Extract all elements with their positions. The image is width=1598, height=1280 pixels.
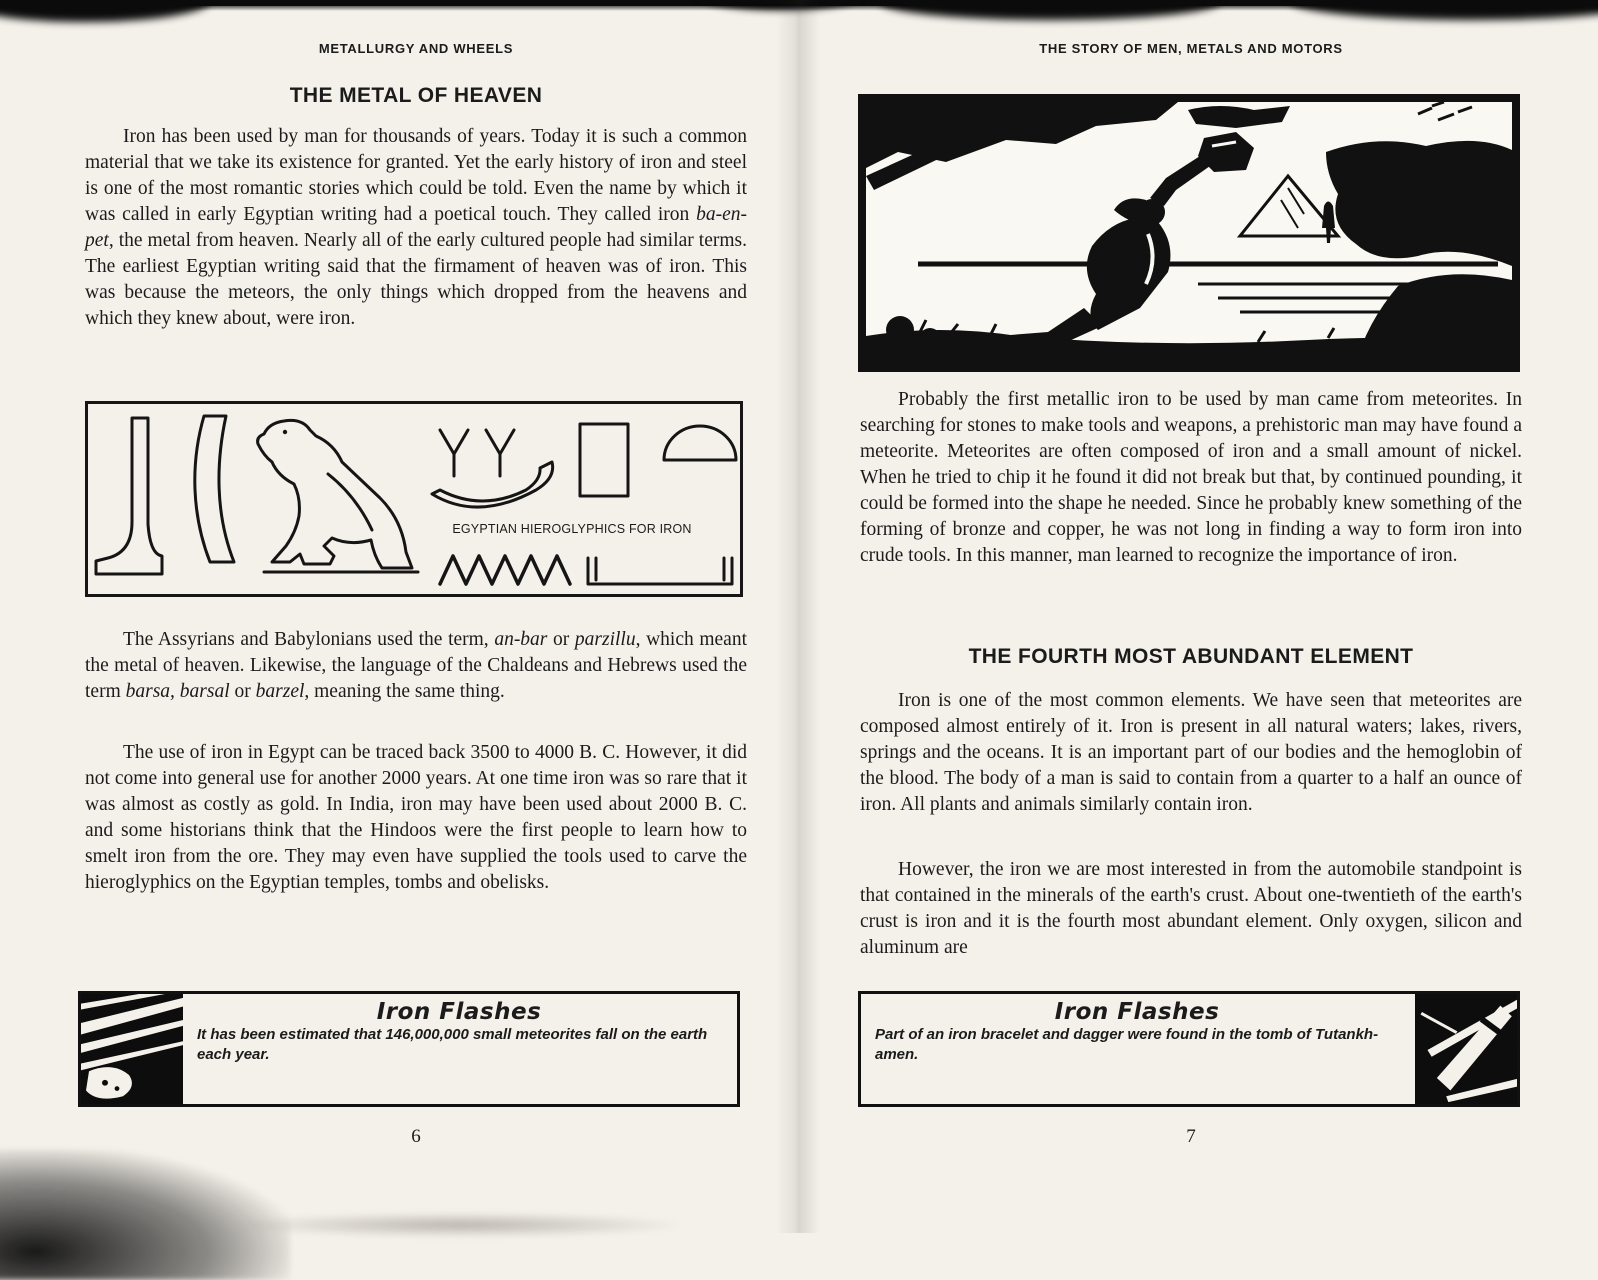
page-number: 7: [1186, 1126, 1196, 1147]
section-title: THE METAL OF HEAVEN: [289, 84, 543, 107]
prehistoric-man-illustration: [858, 94, 1520, 372]
iron-flashes-content: [861, 994, 1415, 1104]
section-title: THE FOURTH MOST ABUNDANT ELEMENT: [968, 645, 1414, 668]
scan-artifact-top-fade: [0, 6, 1598, 11]
paragraph: The Assyrians and Babylonians used the term, an-bar or parzillu, which meant the metal of heaven. Likewise, the language of the Chaldeans and Hebrews used the term barsa, barsal or barzel, meaning the same thing.: [85, 629, 747, 702]
scan-artifact-blob: [700, 0, 860, 10]
iron-flashes-box: [858, 991, 1520, 1107]
iron-flashes-box: [78, 991, 740, 1107]
iron-flashes-title: Iron Flashes: [376, 999, 542, 1025]
iron-flashes-title: Iron Flashes: [1054, 999, 1220, 1025]
paragraph: However, the iron we are most interested in from the automobile standpoint is that contained in the minerals of the earth's crust. About one-twentieth of the earth's crust is iron and it is the fourth most abundant element. Only oxygen, silicon and aluminum are: [860, 859, 1522, 958]
paragraph: Probably the first metallic iron to be used by man came from meteorites. In searching for stones to make tools and weapons, a prehistoric man may have found a meteorite. Meteorites are often composed of iron and a small amount of nickel. When he tried to chip it he found it did not break but that, by continued pounding, it could be formed into the shape he needed. Since he probably knew something of the forming of bronze and copper, he was not long in finding a way to form iron into crude tools. In this manner, man learned to recognize the importance of iron.: [860, 389, 1522, 566]
page-number: 6: [411, 1126, 421, 1147]
scan-artifact-blob: [1290, 0, 1598, 20]
iron-flashes-text-line: each year.: [197, 1046, 270, 1063]
paragraph: The use of iron in Egypt can be traced back 3500 to 4000 B. C. However, it did not come into general use for another 2000 years. At one time iron was so rare that it was almost as costly as gold. In India, iron may have been used about 2000 B. C. and some historians think that the Hindoos were the first people to learn how to smelt iron from the ore. They may even have supplied the tools used to carve the hieroglyphics on the Egyptian temples, tombs and obelisks.: [85, 742, 747, 893]
meteor-burst-icon: [81, 994, 183, 1104]
hieroglyphics-drawing-icon: [88, 404, 740, 594]
scan-artifact-blob: [0, 0, 210, 22]
iron-flashes-text-line: Part of an iron bracelet and dagger were found in the tomb of Tutankh-: [875, 1026, 1379, 1043]
scan-artifact-top-edge: [0, 0, 1598, 6]
iron-flashes-content: [183, 994, 737, 1104]
paragraph: Iron has been used by man for thousands of years. Today it is such a common material that we take its existence for granted. Yet the early history of iron and steel is one of the most romantic stories which could be told. Even the name by which it was called in early Egyptian writing had a poetical touch. They called iron ba-en-pet, the metal from heaven. Nearly all of the early cultured people had similar terms. The earliest Egyptian writing said that the firmament of heaven was of iron. This was because the meteors, the only things which dropped from the heavens and which they knew about, were iron.: [85, 126, 747, 329]
page-gutter-shadow: [776, 0, 820, 1233]
scan-artifact-blob: [880, 0, 1220, 20]
running-header: METALLURGY AND WHEELS: [318, 41, 514, 56]
prehistoric-scene-icon: [858, 94, 1520, 372]
iron-flashes-text-line: It has been estimated that 146,000,000 small meteorites fall on the earth: [197, 1026, 708, 1043]
running-header: THE STORY OF MEN, METALS AND MOTORS: [1039, 41, 1343, 56]
scan-artifact-bottom-left-smudge: [0, 1150, 290, 1280]
paragraph: Iron is one of the most common elements. We have seen that meteorites are composed almost entirely of it. Iron is present in all natural waters; lakes, rivers, springs and the oceans. It is an important part of our bodies and the hemoglobin of the blood. The body of a man is said to contain from a quarter to a half an ounce of iron. All plants and animals similarly contain iron.: [860, 690, 1522, 815]
scan-artifact-bottom-streak: [230, 1212, 690, 1238]
figure-caption: EGYPTIAN HIEROGLYPHICS FOR IRON: [452, 522, 692, 536]
hieroglyphics-figure: [85, 401, 743, 597]
iron-flashes-text-line: amen.: [875, 1046, 919, 1063]
dagger-icon: [1415, 994, 1517, 1104]
